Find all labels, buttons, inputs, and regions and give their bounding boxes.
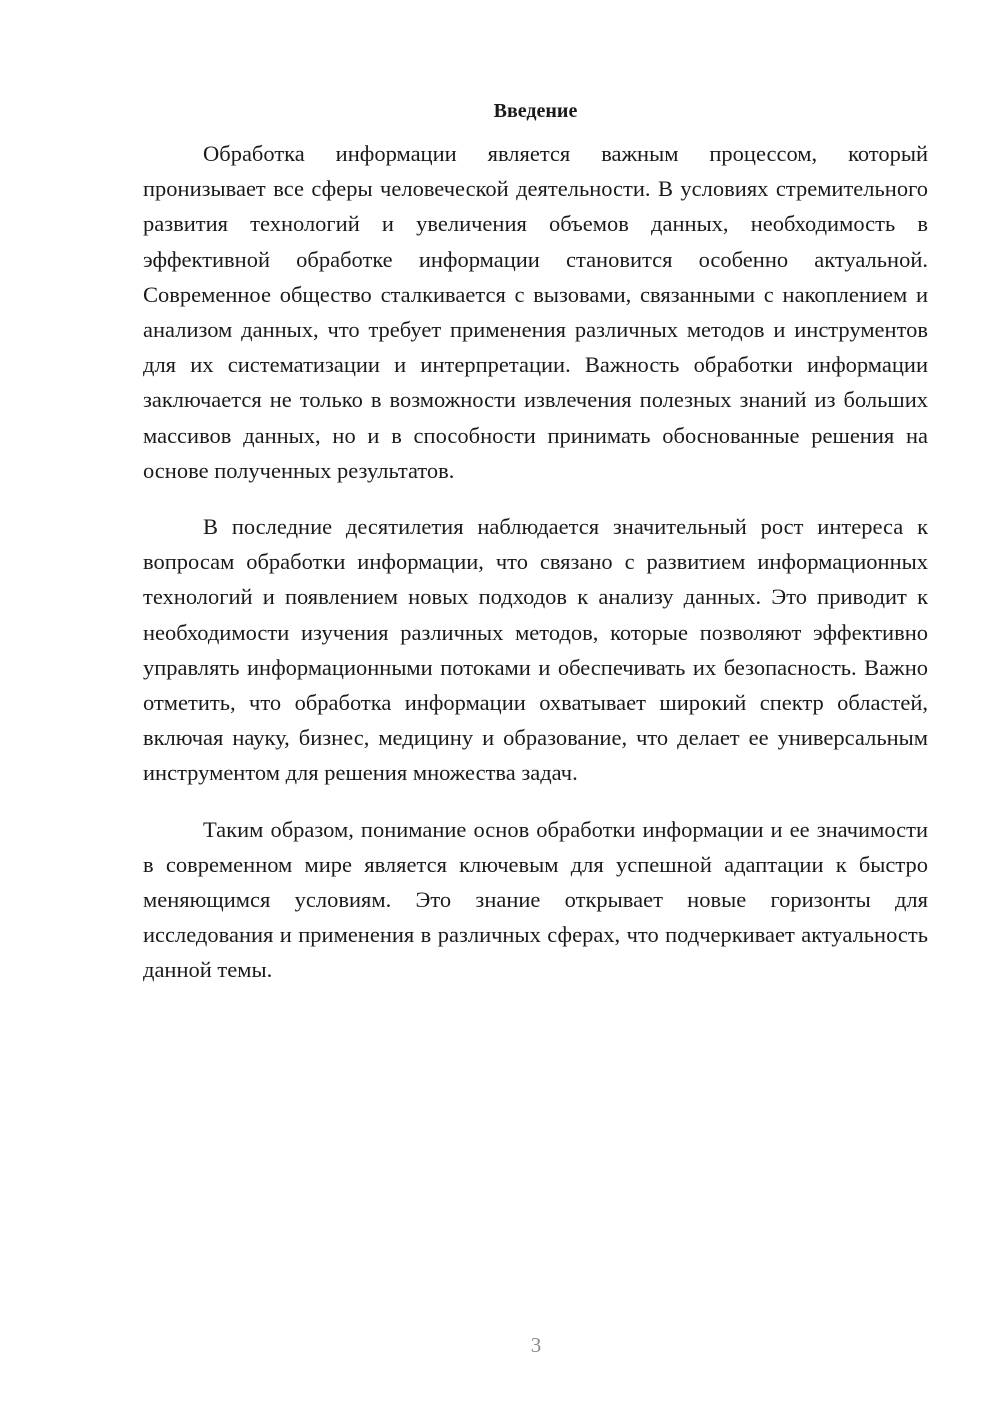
page-number: 3	[530, 1333, 542, 1357]
page-content	[143, 96, 928, 988]
paragraph-2: В последние десятилетия наблюдается значительный рост интереса к вопросам обработки информации, что связано с развитием информационных технологий и появлением новых подходов к анализу данных. Это приводит к необходимости изучения различных методов, которые позволяют эффективно управлять информационными потоками и обеспечивать их безопасность. Важно отметить, что обработка информации охватывает широкий спектр областей, включая науку, бизнес, медицину и образование, что делает ее универсальным инструментом для решения множества задач.	[143, 514, 928, 786]
paragraph-1: Обработка информации является важным процессом, который пронизывает все сферы человеческой деятельности. В условиях стремительного развития технологий и увеличения объемов данных, необходимость в эффективной обработке информации становится особенно актуальной. Современное общество сталкивается с вызовами, связанными с накоплением и анализом данных, что требует применения различных методов и инструментов для их систематизации и интерпретации. Важность обработки информации заключается не только в возможности извлечения полезных знаний из больших массивов данных, но и в способности принимать обоснованные решения на основе полученных результатов.	[143, 141, 928, 483]
section-heading: Введение	[493, 100, 578, 122]
paragraph-3: Таким образом, понимание основ обработки информации и ее значимости в современном мире является ключевым для успешной адаптации к быстро меняющимся условиям. Это знание открывает новые горизонты для исследования и применения в различных сферах, что подчеркивает актуальность данной темы.	[143, 816, 928, 983]
